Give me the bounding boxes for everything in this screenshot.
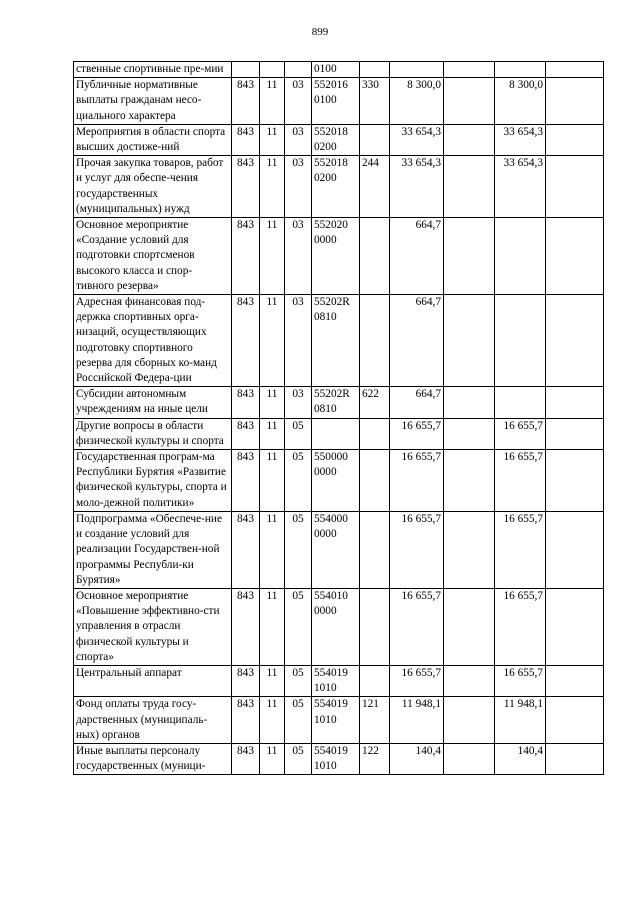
section-code-cell: 11 — [260, 295, 285, 387]
expense-type-cell: 122 — [360, 743, 390, 774]
target-article-cell: 552018 0200 — [312, 124, 360, 155]
amount-cell-4 — [546, 743, 604, 774]
section-code-cell: 11 — [260, 78, 285, 125]
amount-cell-2 — [444, 511, 495, 588]
section-code-cell: 11 — [260, 743, 285, 774]
amount-cell-3: 16 655,7 — [495, 418, 546, 449]
amount-cell-1: 140,4 — [390, 743, 444, 774]
amount-cell-4 — [546, 588, 604, 665]
row-name-cell: ственные спортивные пре-мии — [74, 62, 232, 78]
amount-cell-1: 664,7 — [390, 387, 444, 418]
amount-cell-3: 16 655,7 — [495, 588, 546, 665]
amount-cell-2 — [444, 156, 495, 218]
section-code-cell: 11 — [260, 124, 285, 155]
row-name-cell: Фонд оплаты труда госу-дарственных (муниципаль-ных) органов — [74, 697, 232, 744]
amount-cell-1: 16 655,7 — [390, 450, 444, 512]
table-row — [74, 156, 604, 218]
expense-type-cell — [360, 665, 390, 696]
amount-cell-3: 8 300,0 — [495, 78, 546, 125]
amount-cell-1: 16 655,7 — [390, 665, 444, 696]
table-row — [74, 62, 604, 78]
target-article-cell: 554019 1010 — [312, 665, 360, 696]
table-row — [74, 295, 604, 387]
amount-cell-2 — [444, 387, 495, 418]
ministry-code-cell — [232, 62, 260, 78]
ministry-code-cell: 843 — [232, 418, 260, 449]
amount-cell-2 — [444, 743, 495, 774]
table-row — [74, 697, 604, 744]
amount-cell-2 — [444, 450, 495, 512]
expense-type-cell — [360, 124, 390, 155]
expense-type-cell: 622 — [360, 387, 390, 418]
amount-cell-1: 33 654,3 — [390, 156, 444, 218]
amount-cell-1: 664,7 — [390, 218, 444, 295]
amount-cell-1: 16 655,7 — [390, 511, 444, 588]
amount-cell-3: 140,4 — [495, 743, 546, 774]
subsection-code-cell: 05 — [285, 743, 312, 774]
section-code-cell: 11 — [260, 450, 285, 512]
row-name-cell: Мероприятия в области спорта высших достиже-ний — [74, 124, 232, 155]
target-article-cell: 552018 0200 — [312, 156, 360, 218]
target-article-cell: 550000 0000 — [312, 450, 360, 512]
expense-type-cell: 244 — [360, 156, 390, 218]
target-article-cell: 554010 0000 — [312, 588, 360, 665]
expense-type-cell — [360, 511, 390, 588]
amount-cell-4 — [546, 450, 604, 512]
amount-cell-2 — [444, 665, 495, 696]
amount-cell-2 — [444, 218, 495, 295]
subsection-code-cell — [285, 62, 312, 78]
target-article-cell: 55202R 0810 — [312, 295, 360, 387]
expense-type-cell: 330 — [360, 78, 390, 125]
row-name-cell: Другие вопросы в области физической культуры и спорта — [74, 418, 232, 449]
amount-cell-1: 664,7 — [390, 295, 444, 387]
table-row — [74, 588, 604, 665]
target-article-cell: 554019 1010 — [312, 743, 360, 774]
ministry-code-cell: 843 — [232, 218, 260, 295]
amount-cell-3: 33 654,3 — [495, 156, 546, 218]
amount-cell-4 — [546, 665, 604, 696]
row-name-cell: Основное мероприятие «Повышение эффективно-сти управления в отрасли физической культуры и спорта» — [74, 588, 232, 665]
budget-table — [73, 61, 604, 775]
amount-cell-4 — [546, 62, 604, 78]
expense-type-cell — [360, 588, 390, 665]
amount-cell-2 — [444, 78, 495, 125]
section-code-cell: 11 — [260, 588, 285, 665]
target-article-cell: 55202R 0810 — [312, 387, 360, 418]
amount-cell-1 — [390, 62, 444, 78]
expense-type-cell — [360, 295, 390, 387]
subsection-code-cell: 03 — [285, 218, 312, 295]
row-name-cell: Прочая закупка товаров, работ и услуг для обеспе-чения государственных (муниципальных) нужд — [74, 156, 232, 218]
section-code-cell — [260, 62, 285, 78]
amount-cell-3: 16 655,7 — [495, 450, 546, 512]
amount-cell-1: 8 300,0 — [390, 78, 444, 125]
amount-cell-1: 16 655,7 — [390, 418, 444, 449]
amount-cell-4 — [546, 295, 604, 387]
row-name-cell: Центральный аппарат — [74, 665, 232, 696]
ministry-code-cell: 843 — [232, 665, 260, 696]
amount-cell-4 — [546, 218, 604, 295]
table-row — [74, 78, 604, 125]
amount-cell-3 — [495, 62, 546, 78]
amount-cell-4 — [546, 697, 604, 744]
amount-cell-2 — [444, 62, 495, 78]
ministry-code-cell: 843 — [232, 387, 260, 418]
amount-cell-4 — [546, 156, 604, 218]
amount-cell-3: 16 655,7 — [495, 511, 546, 588]
amount-cell-1: 33 654,3 — [390, 124, 444, 155]
amount-cell-4 — [546, 124, 604, 155]
table-row — [74, 743, 604, 774]
row-name-cell: Государственная програм-ма Республики Бурятия «Развитие физической культуры, спорта и моло-дежной политики» — [74, 450, 232, 512]
ministry-code-cell: 843 — [232, 588, 260, 665]
amount-cell-1: 11 948,1 — [390, 697, 444, 744]
subsection-code-cell: 03 — [285, 295, 312, 387]
section-code-cell: 11 — [260, 418, 285, 449]
subsection-code-cell: 05 — [285, 511, 312, 588]
ministry-code-cell: 843 — [232, 743, 260, 774]
expense-type-cell — [360, 62, 390, 78]
table-row — [74, 218, 604, 295]
section-code-cell: 11 — [260, 156, 285, 218]
amount-cell-4 — [546, 511, 604, 588]
row-name-cell: Подпрограмма «Обеспече-ние и создание условий для реализации Государствен-ной программы Республи-ки Бурятия» — [74, 511, 232, 588]
target-article-cell: 552016 0100 — [312, 78, 360, 125]
target-article-cell — [312, 418, 360, 449]
ministry-code-cell: 843 — [232, 511, 260, 588]
table-row — [74, 665, 604, 696]
subsection-code-cell: 05 — [285, 665, 312, 696]
amount-cell-3: 16 655,7 — [495, 665, 546, 696]
ministry-code-cell: 843 — [232, 697, 260, 744]
amount-cell-2 — [444, 588, 495, 665]
amount-cell-4 — [546, 387, 604, 418]
expense-type-cell — [360, 450, 390, 512]
amount-cell-3: 11 948,1 — [495, 697, 546, 744]
ministry-code-cell: 843 — [232, 156, 260, 218]
table-row — [74, 387, 604, 418]
amount-cell-4 — [546, 418, 604, 449]
subsection-code-cell: 05 — [285, 588, 312, 665]
subsection-code-cell: 03 — [285, 78, 312, 125]
section-code-cell: 11 — [260, 511, 285, 588]
target-article-cell: 554019 1010 — [312, 697, 360, 744]
table-row — [74, 450, 604, 512]
amount-cell-3 — [495, 387, 546, 418]
amount-cell-1: 16 655,7 — [390, 588, 444, 665]
amount-cell-2 — [444, 418, 495, 449]
amount-cell-3: 33 654,3 — [495, 124, 546, 155]
amount-cell-2 — [444, 697, 495, 744]
amount-cell-2 — [444, 124, 495, 155]
section-code-cell: 11 — [260, 697, 285, 744]
expense-type-cell: 121 — [360, 697, 390, 744]
subsection-code-cell: 05 — [285, 418, 312, 449]
ministry-code-cell: 843 — [232, 78, 260, 125]
ministry-code-cell: 843 — [232, 450, 260, 512]
amount-cell-4 — [546, 78, 604, 125]
row-name-cell: Иные выплаты персоналу государственных (муници- — [74, 743, 232, 774]
subsection-code-cell: 03 — [285, 156, 312, 218]
ministry-code-cell: 843 — [232, 295, 260, 387]
table-row — [74, 124, 604, 155]
row-name-cell: Основное мероприятие «Создание условий для подготовки спортсменов высокого класса и спор-тивного резерва» — [74, 218, 232, 295]
row-name-cell: Адресная финансовая под-держка спортивных орга-низаций, осуществляющих подготовку спортивного резерва для сборных ко-манд Российской Федера-ции — [74, 295, 232, 387]
ministry-code-cell: 843 — [232, 124, 260, 155]
row-name-cell: Публичные нормативные выплаты гражданам несо-циального характера — [74, 78, 232, 125]
amount-cell-3 — [495, 218, 546, 295]
expense-type-cell — [360, 218, 390, 295]
amount-cell-3 — [495, 295, 546, 387]
subsection-code-cell: 03 — [285, 124, 312, 155]
subsection-code-cell: 03 — [285, 387, 312, 418]
subsection-code-cell: 05 — [285, 450, 312, 512]
table-row — [74, 418, 604, 449]
section-code-cell: 11 — [260, 665, 285, 696]
section-code-cell: 11 — [260, 218, 285, 295]
amount-cell-2 — [444, 295, 495, 387]
expense-type-cell — [360, 418, 390, 449]
page-number: 899 — [311, 26, 329, 38]
table-row — [74, 511, 604, 588]
target-article-cell: 552020 0000 — [312, 218, 360, 295]
target-article-cell: 0100 — [312, 62, 360, 78]
row-name-cell: Субсидии автономным учреждениям на иные цели — [74, 387, 232, 418]
section-code-cell: 11 — [260, 387, 285, 418]
subsection-code-cell: 05 — [285, 697, 312, 744]
target-article-cell: 554000 0000 — [312, 511, 360, 588]
